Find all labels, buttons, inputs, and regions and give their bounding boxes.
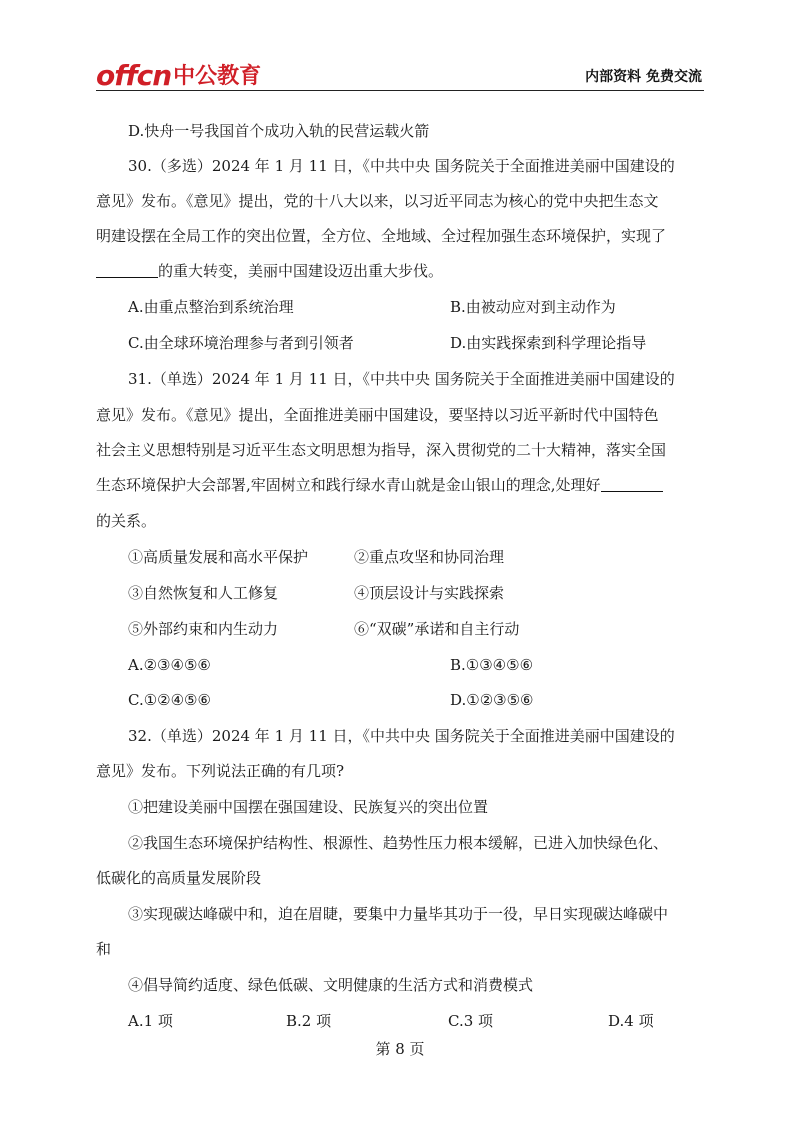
answer-blank — [96, 261, 158, 278]
q31-item-3: ③自然恢复和人工修复 — [128, 584, 279, 602]
logo-text-en: offcn — [96, 59, 172, 92]
q32-option-b: B.2 项 — [286, 1012, 332, 1030]
q31-item-6: ⑥“双碳”承诺和自主行动 — [354, 620, 520, 638]
q32-item-1: ①把建设美丽中国摆在强国建设、民族复兴的突出位置 — [128, 798, 489, 816]
q31-item-5: ⑤外部约束和内生动力 — [128, 620, 279, 638]
q30-option-c: C.由全球环境治理参与者到引领者 — [128, 334, 354, 352]
q31-item-4: ④顶层设计与实践探索 — [354, 584, 505, 602]
q30-stem-line2: 意见》发布。《意见》提出，党的十八大以来，以习近平同志为核心的党中央把生态文 — [96, 192, 659, 210]
q32-option-c: C.3 项 — [448, 1012, 494, 1030]
q30-stem-line1: 30.（多选）2024 年 1 月 11 日，《中共中央 国务院关于全面推进美丽中国建设的 — [128, 157, 675, 175]
q32-item-2-line2: 低碳化的高质量发展阶段 — [96, 869, 262, 887]
q30-option-b: B.由被动应对到主动作为 — [450, 298, 616, 316]
answer-blank — [601, 475, 663, 492]
page-header — [96, 56, 704, 91]
q32-option-a: A.1 项 — [128, 1012, 173, 1030]
q32-item-4: ④倡导简约适度、绿色低碳、文明健康的生活方式和消费模式 — [128, 976, 534, 994]
q31-option-c: C.①②④⑤⑥ — [128, 691, 211, 709]
q32-stem-line2: 意见》发布。下列说法正确的有几项? — [96, 762, 345, 780]
q31-item-1: ①高质量发展和高水平保护 — [128, 548, 309, 566]
offcn-logo — [96, 58, 261, 90]
q29-option-d: D.快舟一号我国首个成功入轨的民营运载火箭 — [128, 122, 430, 140]
q31-stem-line4-text: 生态环境保护大会部署,牢固树立和践行绿水青山就是金山银山的理念,处理好 — [96, 476, 601, 494]
q31-stem-line4 — [96, 474, 663, 496]
q31-stem-line2: 意见》发布。《意见》提出，全面推进美丽中国建设，要坚持以习近平新时代中国特色 — [96, 406, 659, 424]
q31-option-a: A.②③④⑤⑥ — [128, 656, 211, 674]
q31-stem-line1: 31.（单选）2024 年 1 月 11 日，《中共中央 国务院关于全面推进美丽中国建设的 — [128, 370, 675, 388]
q30-stem-line4 — [96, 260, 443, 282]
page-number: 第 8 页 — [375, 1040, 425, 1058]
q31-option-b: B.①③④⑤⑥ — [450, 656, 534, 674]
q31-stem-line3: 社会主义思想特别是习近平生态文明思想为指导，深入贯彻党的二十大精神，落实全国 — [96, 441, 667, 459]
logo-text-cn: 中公教育 — [173, 64, 262, 89]
q30-option-d: D.由实践探索到科学理论指导 — [450, 334, 647, 352]
q30-stem-line4-text: 的重大转变，美丽中国建设迈出重大步伐。 — [158, 262, 444, 280]
q32-item-3-line1: ③实现碳达峰碳中和，迫在眉睫，要集中力量毕其功于一役，早日实现碳达峰碳中 — [128, 905, 669, 923]
q30-stem-line3: 明建设摆在全局工作的突出位置，全方位、全地域、全过程加强生态环境保护，实现了 — [96, 227, 667, 245]
q30-option-a: A.由重点整治到系统治理 — [128, 298, 294, 316]
q32-stem-line1: 32.（单选）2024 年 1 月 11 日，《中共中央 国务院关于全面推进美丽中国建设的 — [128, 727, 675, 745]
q32-item-2-line1: ②我国生态环境保护结构性、根源性、趋势性压力根本缓解，已进入加快绿色化、 — [128, 834, 669, 852]
header-note: 内部资料 免费交流 — [585, 69, 702, 85]
q32-option-d: D.4 项 — [608, 1012, 654, 1030]
q31-stem-line5: 的关系。 — [96, 512, 157, 530]
q31-item-2: ②重点攻坚和协同治理 — [354, 548, 505, 566]
q32-item-3-line2: 和 — [96, 940, 112, 958]
q31-option-d: D.①②③⑤⑥ — [450, 691, 534, 709]
